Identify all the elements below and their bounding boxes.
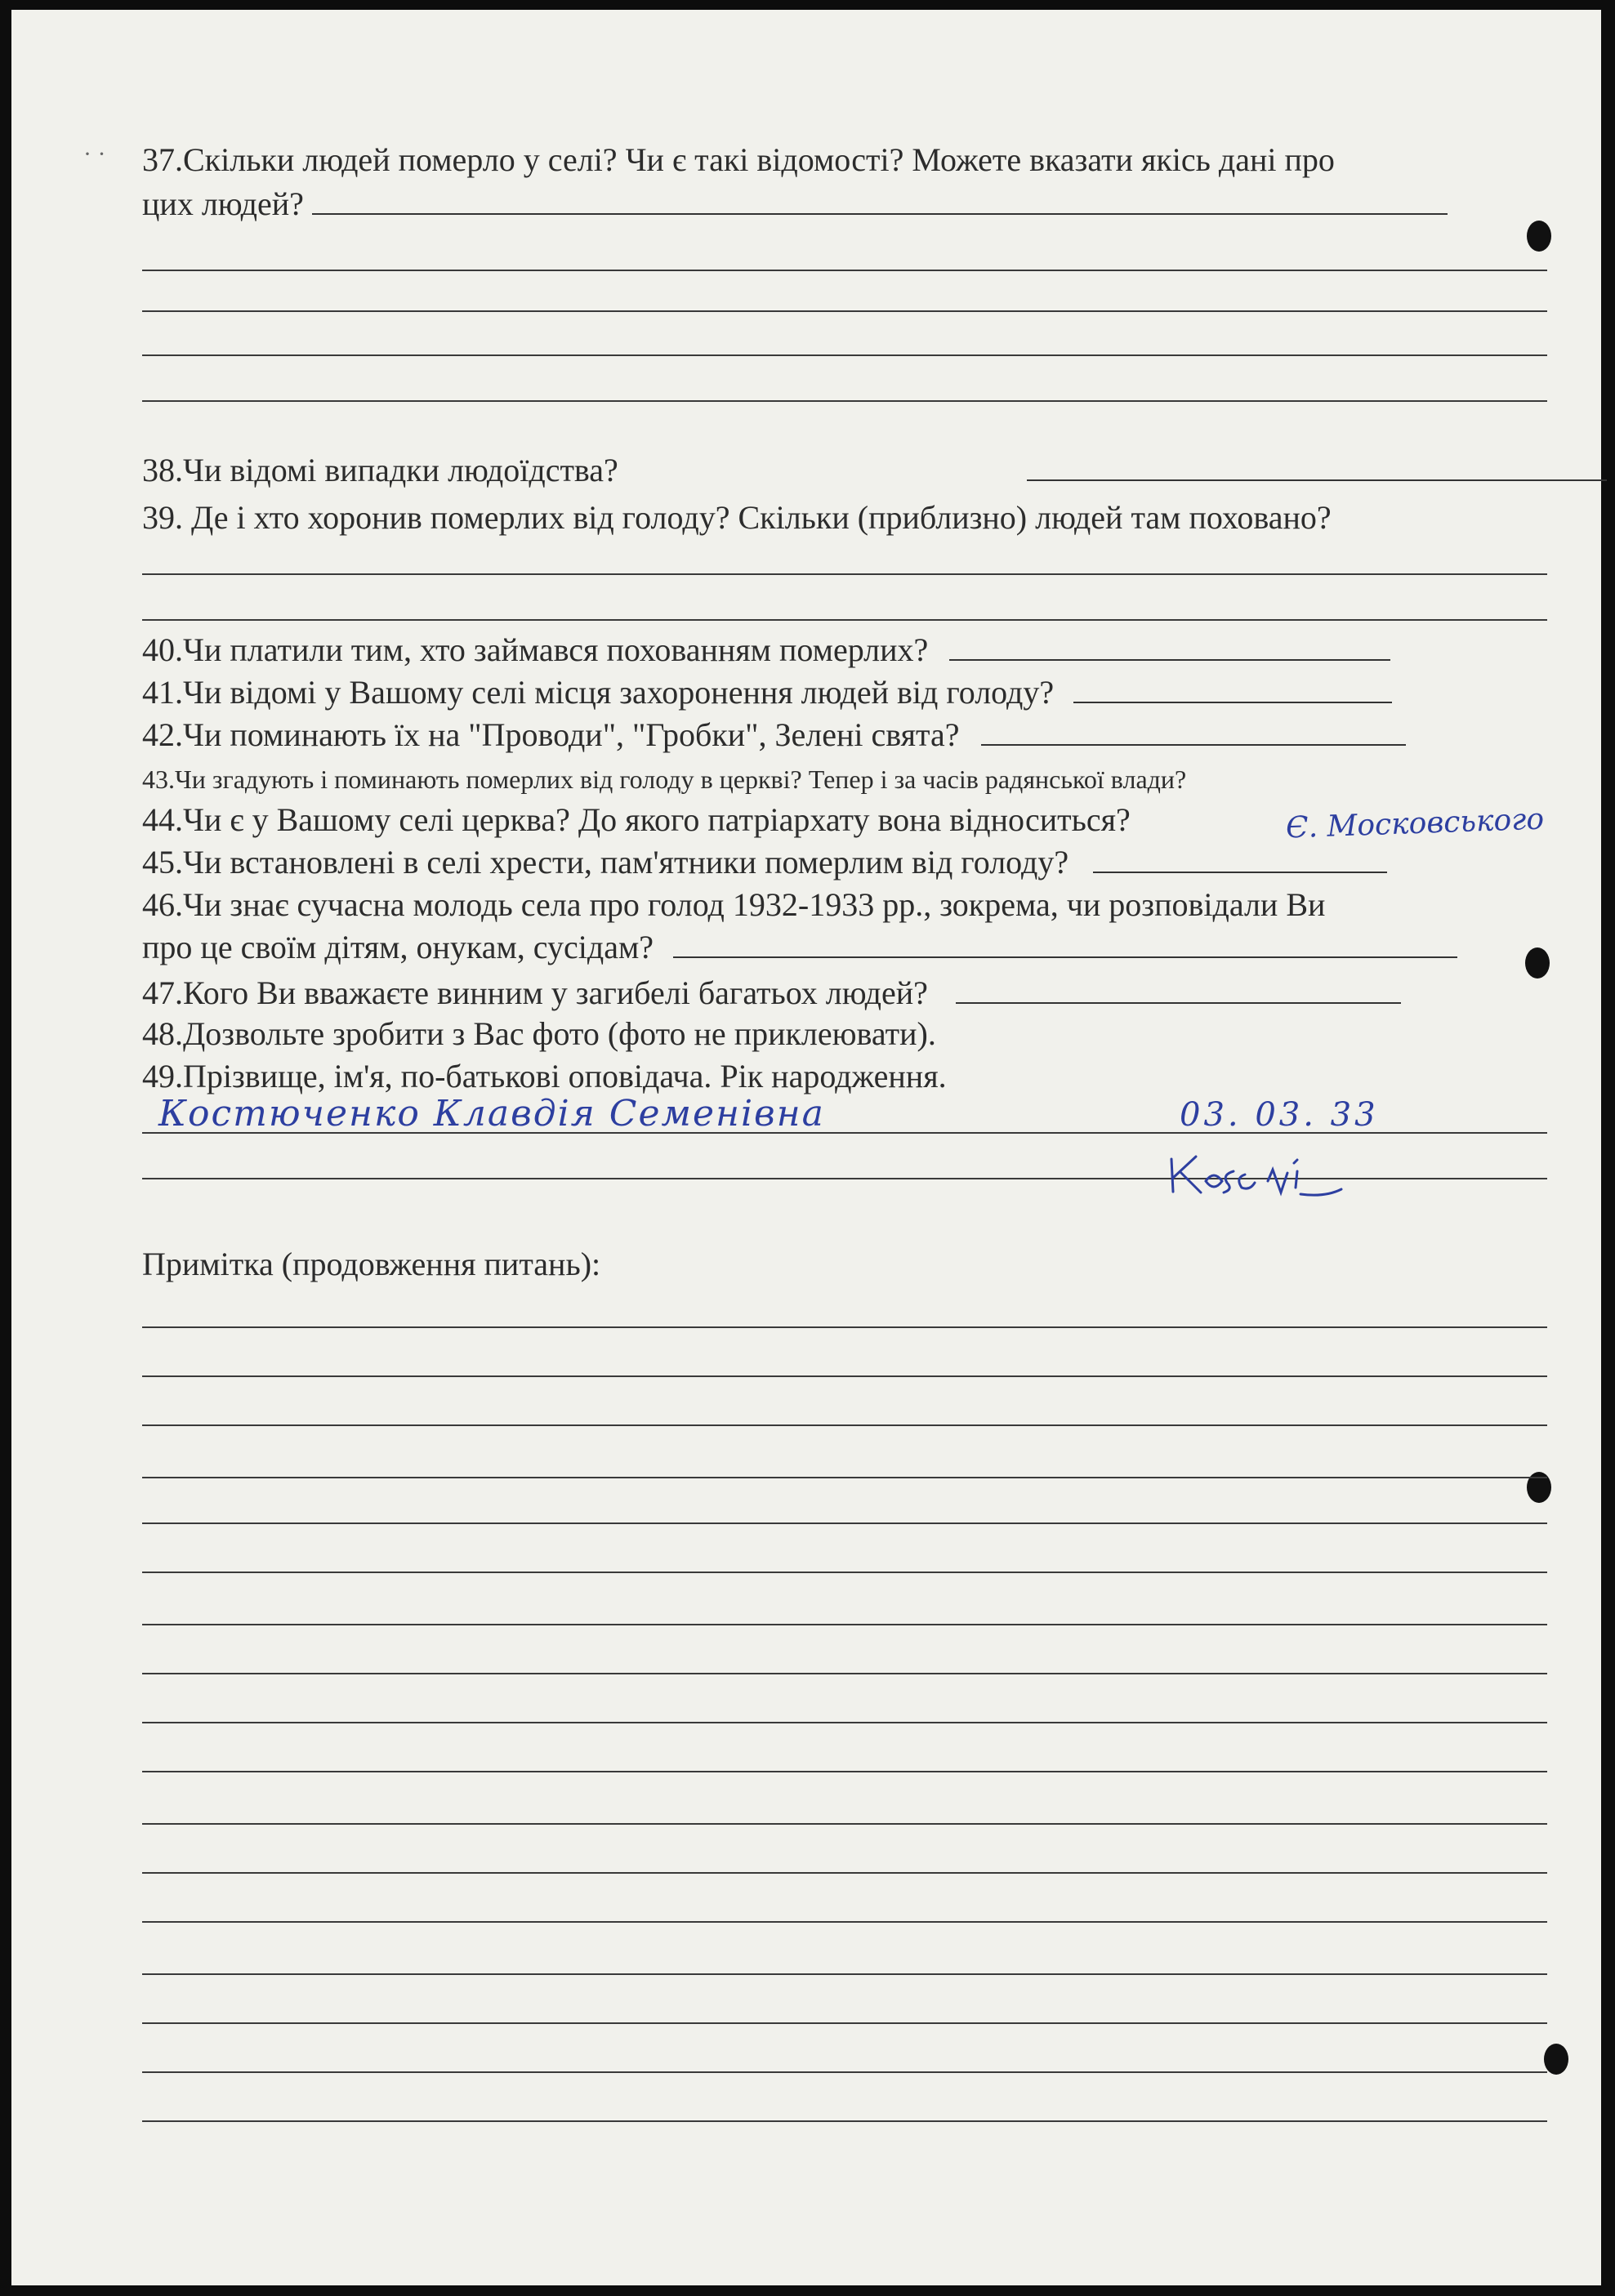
note-line[interactable]: [142, 2120, 1547, 2122]
punch-hole-4: [1544, 2044, 1568, 2075]
note-line[interactable]: [142, 2022, 1547, 2024]
note-line[interactable]: [142, 1522, 1547, 1524]
margin-mark: · ·: [83, 140, 106, 167]
signature: [1163, 1147, 1351, 1204]
question-43: 43.Чи згадують і поминають померлих від голоду в церкві? Тепер і за часів радянської влади?: [142, 765, 1187, 794]
answer-field-46[interactable]: [673, 956, 1457, 958]
answer-line[interactable]: [142, 270, 1547, 271]
punch-hole-1: [1527, 221, 1551, 252]
answer-field-42[interactable]: [981, 744, 1406, 746]
question-46-text: про це своїм дітям, онукам, сусідам?: [142, 929, 654, 965]
answer-field-47[interactable]: [956, 1002, 1401, 1004]
note-line[interactable]: [142, 1872, 1547, 1874]
answer-line[interactable]: [142, 1132, 1547, 1134]
question-41-text: 41.Чи відомі у Вашому селі місця захоронення людей від голоду?: [142, 674, 1055, 711]
answer-line[interactable]: [142, 400, 1547, 402]
question-44-text: 44.Чи є у Вашому селі церква? До якого патріархату вона відноситься?: [142, 801, 1131, 838]
question-46-line-2: [142, 928, 1547, 967]
question-42: [142, 716, 1547, 755]
question-42-text: 42.Чи поминають їх на "Проводи", "Гробки", Зелені свята?: [142, 716, 960, 753]
answer-field-45[interactable]: [1093, 872, 1387, 873]
question-38: [142, 451, 1547, 490]
answer-field-41[interactable]: [1073, 702, 1392, 703]
note-label: Примітка (продовження питань):: [142, 1246, 601, 1282]
question-40: [142, 631, 1547, 670]
question-39: 39. Де і хто хоронив померлих від голоду? Скільки (приблизно) людей там поховано?: [142, 499, 1332, 536]
question-45: [142, 843, 1547, 882]
question-47: [142, 974, 1547, 1013]
note-line[interactable]: [142, 1424, 1547, 1426]
answer-49-name-handwritten: Костюченко Клавдія Семенівна: [158, 1093, 825, 1135]
questionnaire-page: [11, 10, 1601, 2285]
note-line[interactable]: [142, 1771, 1547, 1772]
answer-44-handwritten: Є. Московського: [1285, 802, 1545, 845]
question-49: 49.Прізвище, ім'я, по-батькові оповідача. Рік народження.: [142, 1058, 947, 1095]
question-37-text: цих людей?: [142, 185, 304, 222]
question-37-line-2: [142, 185, 1547, 224]
note-line[interactable]: [142, 1477, 1547, 1478]
question-37-line-1: 37.Скільки людей померло у селі? Чи є такі відомості? Можете вказати якісь дані про: [142, 141, 1335, 178]
note-line[interactable]: [142, 1673, 1547, 1674]
answer-line[interactable]: [142, 310, 1547, 312]
question-48: 48.Дозвольте зробити з Вас фото (фото не приклеювати).: [142, 1015, 936, 1052]
question-38-text: 38.Чи відомі випадки людоїдства?: [142, 452, 618, 488]
answer-field-37[interactable]: [312, 213, 1448, 215]
answer-line[interactable]: [142, 354, 1547, 356]
note-line[interactable]: [142, 1973, 1547, 1975]
question-47-text: 47.Кого Ви вважаєте винним у загибелі багатьох людей?: [142, 974, 928, 1011]
note-line[interactable]: [142, 1624, 1547, 1625]
note-line[interactable]: [142, 1326, 1547, 1328]
answer-49-date-handwritten: 03. 03. 33: [1180, 1096, 1379, 1134]
note-line[interactable]: [142, 1823, 1547, 1825]
answer-line[interactable]: [142, 619, 1547, 621]
answer-line[interactable]: [142, 573, 1547, 575]
question-46-line-1: 46.Чи знає сучасна молодь села про голод 1932-1933 рр., зокрема, чи розповідали Ви: [142, 886, 1326, 923]
question-45-text: 45.Чи встановлені в селі хрести, пам'ятники померлим від голоду?: [142, 844, 1069, 881]
note-line[interactable]: [142, 1375, 1547, 1377]
answer-field-38[interactable]: [1027, 479, 1607, 481]
note-line[interactable]: [142, 1921, 1547, 1923]
question-40-text: 40.Чи платили тим, хто займався похованням померлих?: [142, 631, 929, 668]
note-line[interactable]: [142, 2071, 1547, 2073]
answer-field-40[interactable]: [949, 659, 1390, 661]
note-line[interactable]: [142, 1572, 1547, 1573]
note-line[interactable]: [142, 1722, 1547, 1723]
question-41: [142, 673, 1547, 712]
